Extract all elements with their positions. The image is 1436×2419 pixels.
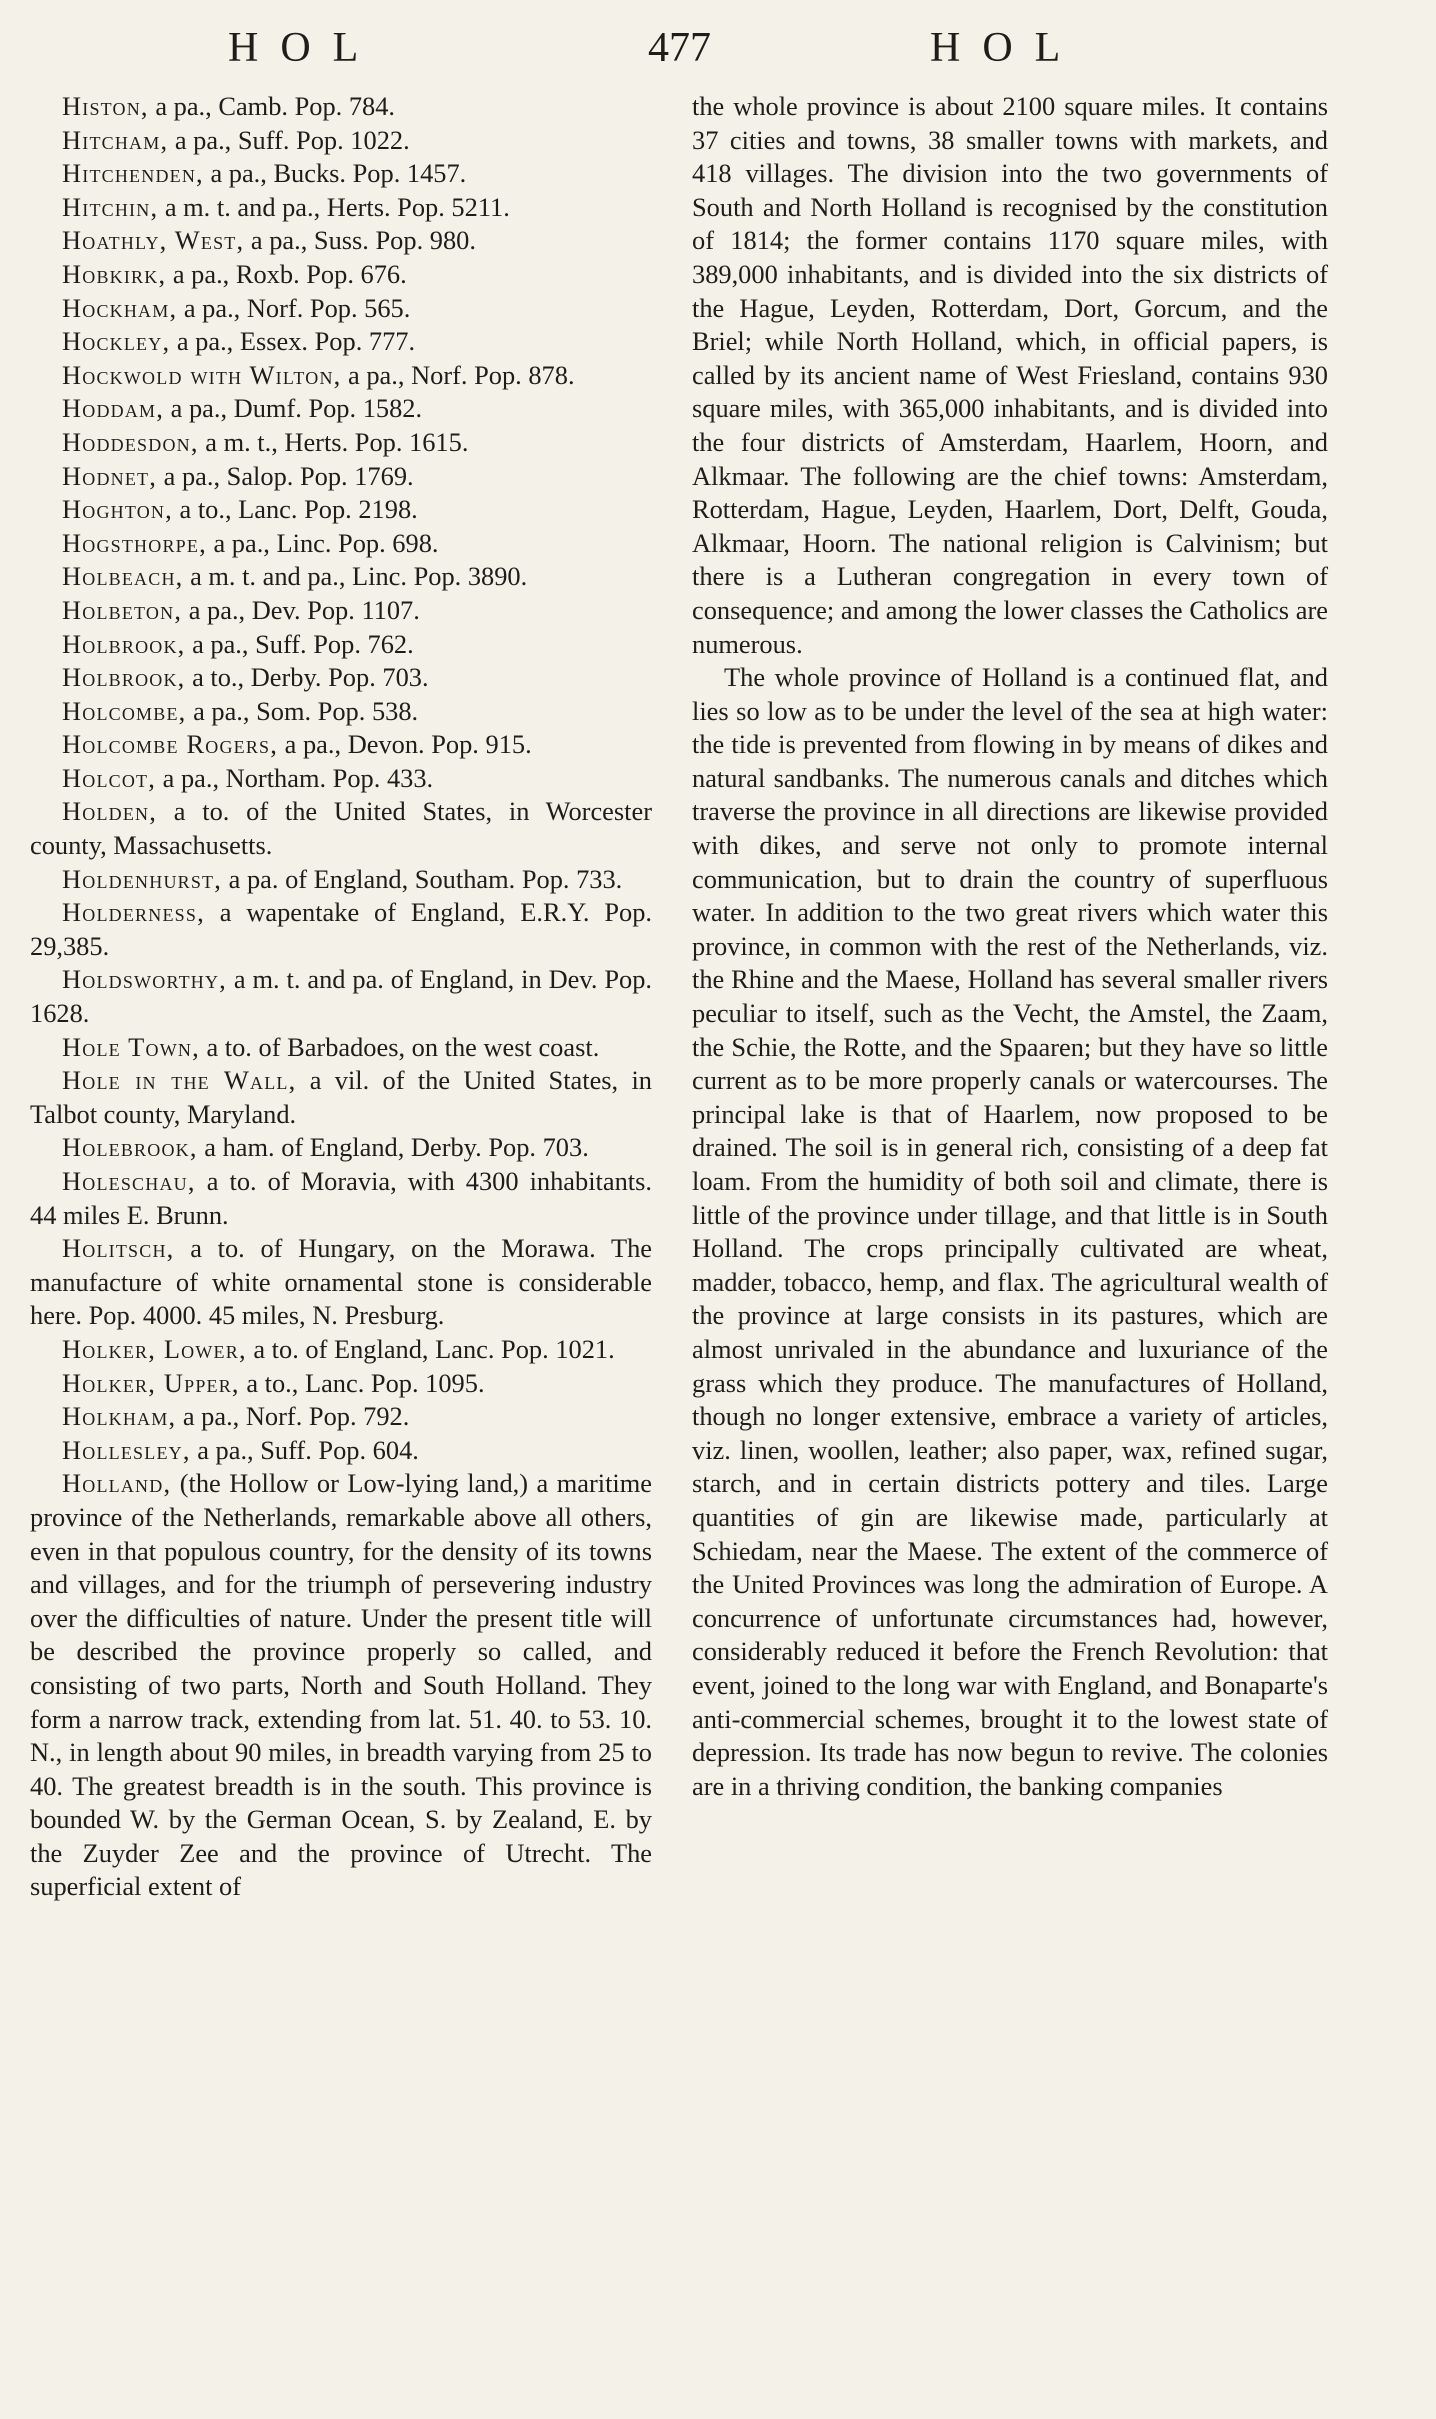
entry-text: a to. of England, Lanc. Pop. 1021. <box>246 1333 615 1364</box>
entry-headword: Holeschau, <box>62 1166 196 1196</box>
entry-headword: Hollesley, <box>62 1434 191 1465</box>
entry-text: a m. t. and pa. of England, in Dev. Pop. 1628. <box>30 964 652 1029</box>
entry-text: a pa., Dumf. Pop. 1582. <box>164 393 423 424</box>
entry-text: a to. of Hungary, on the Morawa. The manufacture of white ornamental stone is considerable here. Pop. 4000. 45 miles, N. Presburg. <box>30 1233 652 1331</box>
entry-text: a to. of the United States, in Worcester county, Massachusetts. <box>30 796 652 861</box>
entry-headword: Holderness, <box>62 897 205 928</box>
entry-headword: Hobkirk, <box>62 258 167 289</box>
entry-text: a pa., Norf. Pop. 565. <box>177 292 411 323</box>
gazetteer-entry <box>30 292 652 326</box>
entry-headword: Hoddam, <box>62 393 165 424</box>
header-right-word: HOL <box>930 25 1083 71</box>
gazetteer-entry <box>30 392 652 426</box>
entry-text: a pa., Devon. Pop. 915. <box>278 729 532 760</box>
entry-text: a pa., Roxb. Pop. 676. <box>166 258 407 289</box>
gazetteer-entry <box>30 258 652 292</box>
entry-headword: Holland, <box>62 1468 172 1499</box>
entry-text: a pa., Bucks. Pop. 1457. <box>203 158 467 189</box>
left-column <box>30 90 652 1904</box>
entry-headword: Hockham, <box>62 292 178 323</box>
right-column <box>692 90 1328 1803</box>
entry-headword: Holitsch, <box>62 1233 175 1264</box>
entry-headword: Holker, Lower, <box>62 1333 247 1364</box>
entry-headword: Hoathly, West, <box>62 225 245 256</box>
gazetteer-entry <box>30 594 652 628</box>
entry-text: a pa. of England, Southam. Pop. 733. <box>222 863 623 894</box>
entry-text: a pa., Suff. Pop. 762. <box>185 628 414 659</box>
entry-text: a pa., Norf. Pop. 878. <box>341 359 575 390</box>
entry-headword: Hoddesdon, <box>62 426 199 457</box>
entry-headword: Hockwold with Wilton, <box>62 359 342 390</box>
entry-headword: Holker, Upper, <box>62 1367 240 1398</box>
entry-headword: Holcombe Rogers, <box>62 729 279 760</box>
entry-text: a pa., Dev. Pop. 1107. <box>182 594 420 625</box>
gazetteer-entry <box>30 1333 652 1367</box>
gazetteer-entry <box>30 1232 652 1333</box>
entry-text: a m. t., Herts. Pop. 1615. <box>198 426 469 457</box>
entry-text: a vil. of the United States, in Talbot county, Maryland. <box>30 1065 652 1129</box>
gazetteer-entry <box>30 1064 652 1131</box>
gazetteer-entry <box>30 661 652 695</box>
entry-text: a pa., Suff. Pop. 1022. <box>168 124 410 155</box>
entry-headword: Holbrook, <box>62 662 186 693</box>
entry-text: a pa., Suff. Pop. 604. <box>190 1434 419 1465</box>
gazetteer-entry <box>30 426 652 460</box>
entry-headword: Hoghton, <box>62 494 173 525</box>
gazetteer-entry <box>30 527 652 561</box>
gazetteer-entry <box>30 560 652 594</box>
entry-headword: Holcot, <box>62 762 157 793</box>
entry-headword: Holdenhurst, <box>62 863 223 894</box>
gazetteer-entry <box>30 896 652 963</box>
gazetteer-entry <box>30 963 652 1030</box>
gazetteer-entry <box>30 1467 652 1904</box>
entry-headword: Holden, <box>62 796 158 827</box>
gazetteer-entry <box>30 191 652 225</box>
entry-headword: Holbeton, <box>62 594 183 625</box>
entry-headword: Hockley, <box>62 326 171 357</box>
gazetteer-entry <box>30 863 652 897</box>
entry-text: a to., Derby. Pop. 703. <box>185 662 429 693</box>
gazetteer-entry <box>30 359 652 393</box>
entry-text: a wapentake of England, E.R.Y. Pop. 29,385. <box>30 897 652 961</box>
entry-text: a to. of Moravia, with 4300 inhabitants. 44 miles E. Brunn. <box>30 1166 652 1230</box>
paragraph: The whole province of Holland is a continued flat, and lies so low as to be under the level of the sea at high water: the tide is prevented from flowing in by means of dikes and natural sandbanks. The numerous canals and ditches which traverse the province in all directions are likewise provided with dikes, and serve not only to promote internal communication, but to drain the country of superfluous water. In addition to the two great rivers which water this province, in common with the rest of the Netherlands, viz. the Rhine and the Maese, Holland has several smaller rivers peculiar to itself, such as the Vecht, the Amstel, the Zaam, the Schie, the Rotte, and the Spaaren; but they have so little current as to be more properly canals or watercourses. The principal lake is that of Haarlem, now proposed to be drained. The soil is in general rich, consisting of a deep fat loam. From the humidity of both soil and climate, there is little of the province under tillage, and that little is in South Holland. The crops principally cultivated are wheat, madder, tobacco, hemp, and flax. The agricultural wealth of the province at large consists in its pastures, which are almost unrivaled in the abundance and luxuriance of the grass which they produce. The manufactures of Holland, though no longer extensive, embrace a variety of articles, viz. linen, woollen, leather; also paper, wax, refined sugar, starch, and in certain districts pottery and tiles. Large quantities of gin are likewise made, particularly at Schiedam, near the Maese. The extent of the commerce of the United Provinces was long the admiration of Europe. A concurrence of unfortunate circumstances had, however, considerably reduced it before the French Revolution: that event, joined to the long war with England, and Bonaparte's anti-commercial schemes, brought it to the lowest state of depression. Its trade has now begun to revive. The colonies are in a thriving condition, the banking companies <box>692 662 1328 1801</box>
gazetteer-entry <box>30 695 652 729</box>
gazetteer-entry <box>30 795 652 862</box>
entry-headword: Hole in the Wall, <box>62 1065 297 1096</box>
gazetteer-entry <box>30 762 652 796</box>
entry-text: a pa., Essex. Pop. 777. <box>170 326 416 357</box>
entry-text: a to., Lanc. Pop. 1095. <box>239 1367 485 1398</box>
entry-headword: Hitchenden, <box>62 158 204 189</box>
page-number: 477 <box>648 25 711 71</box>
gazetteer-entry <box>30 124 652 158</box>
entry-text: a pa., Camb. Pop. 784. <box>148 91 396 121</box>
entry-headword: Holbrook, <box>62 628 186 659</box>
entry-text: a pa., Suss. Pop. 980. <box>244 225 476 256</box>
entry-text: a ham. of England, Derby. Pop. 703. <box>197 1132 589 1163</box>
entry-text: a pa., Northam. Pop. 433. <box>156 762 434 793</box>
gazetteer-entry <box>30 157 652 191</box>
entry-text: a m. t. and pa., Linc. Pop. 3890. <box>183 561 528 592</box>
paragraph-continued: the whole province is about 2100 square miles. It contains 37 cities and towns, 38 smaller towns with markets, and 418 villages. The division into the two governments of South and North Holland is recognised by the constitution of 1814; the former contains 1170 square miles, with 389,000 inhabitants, and is divided into the six districts of the Hague, Leyden, Rotterdam, Dort, Gorcum, and the Briel; while North Holland, which, in official papers, is called by its ancient name of West Friesland, contains 930 square miles, with 365,000 inhabitants, and is divided into the four districts of Amsterdam, Haarlem, Hoorn, and Alkmaar. The following are the chief towns: Amsterdam, Rotterdam, Hague, Leyden, Haarlem, Dort, Delft, Gouda, Alkmaar, Hoorn. The national religion is Calvinism; but there is a Lutheran congregation in every town of consequence; and among the lower classes the Catholics are numerous. <box>692 91 1328 659</box>
gazetteer-entry <box>30 1400 652 1434</box>
entry-headword: Hitcham, <box>62 124 169 155</box>
entry-text: a pa., Salop. Pop. 1769. <box>157 460 414 491</box>
entry-text: a pa., Som. Pop. 538. <box>186 695 419 726</box>
running-header <box>0 24 1436 84</box>
entry-text: a to., Lanc. Pop. 2198. <box>172 494 418 525</box>
entry-headword: Hole Town, <box>62 1031 200 1062</box>
gazetteer-entry <box>30 493 652 527</box>
gazetteer-entry <box>30 1031 652 1065</box>
gazetteer-entry <box>30 1131 652 1165</box>
header-left-word: HOL <box>228 25 381 71</box>
entry-headword: Hogsthorpe, <box>62 527 207 558</box>
entry-headword: Holebrook, <box>62 1132 198 1163</box>
entry-headword: Holkham, <box>62 1401 177 1432</box>
gazetteer-entry <box>30 1367 652 1401</box>
entry-text: a pa., Linc. Pop. 698. <box>206 527 439 558</box>
entry-text: a m. t. and pa., Herts. Pop. 5211. <box>158 191 510 222</box>
gazetteer-entry <box>30 90 652 124</box>
entry-headword: Holbeach, <box>62 561 184 592</box>
entry-headword: Histon, <box>62 91 149 121</box>
entry-headword: Holdsworthy, <box>62 964 227 995</box>
entry-headword: Hodnet, <box>62 460 158 491</box>
gazetteer-entry <box>30 1434 652 1468</box>
entry-headword: Holcombe, <box>62 695 187 726</box>
gazetteer-entry <box>30 1165 652 1232</box>
gazetteer-entry <box>30 325 652 359</box>
gazetteer-entry <box>30 460 652 494</box>
entry-text: (the Hollow or Low-lying land,) a maritime province of the Netherlands, remarkable above all others, even in that populous country, for the density of its towns and villages, and for the triumph of persevering industry over the difficulties of nature. Under the present title will be described the province properly so called, and consisting of two parts, North and South Holland. They form a narrow track, extending from lat. 51. 40. to 53. 10. N., in length about 90 miles, in breadth varying from 25 to 40. The greatest breadth is in the south. This province is bounded W. by the German Ocean, S. by Zealand, E. by the Zuyder Zee and the province of Utrecht. The superficial extent of <box>30 1468 652 1902</box>
gazetteer-entry <box>30 628 652 662</box>
gazetteer-entry <box>30 224 652 258</box>
entry-headword: Hitchin, <box>62 191 159 222</box>
gazetteer-entry <box>30 728 652 762</box>
entry-text: a pa., Norf. Pop. 792. <box>176 1401 410 1432</box>
entry-text: a to. of Barbadoes, on the west coast. <box>199 1031 600 1062</box>
